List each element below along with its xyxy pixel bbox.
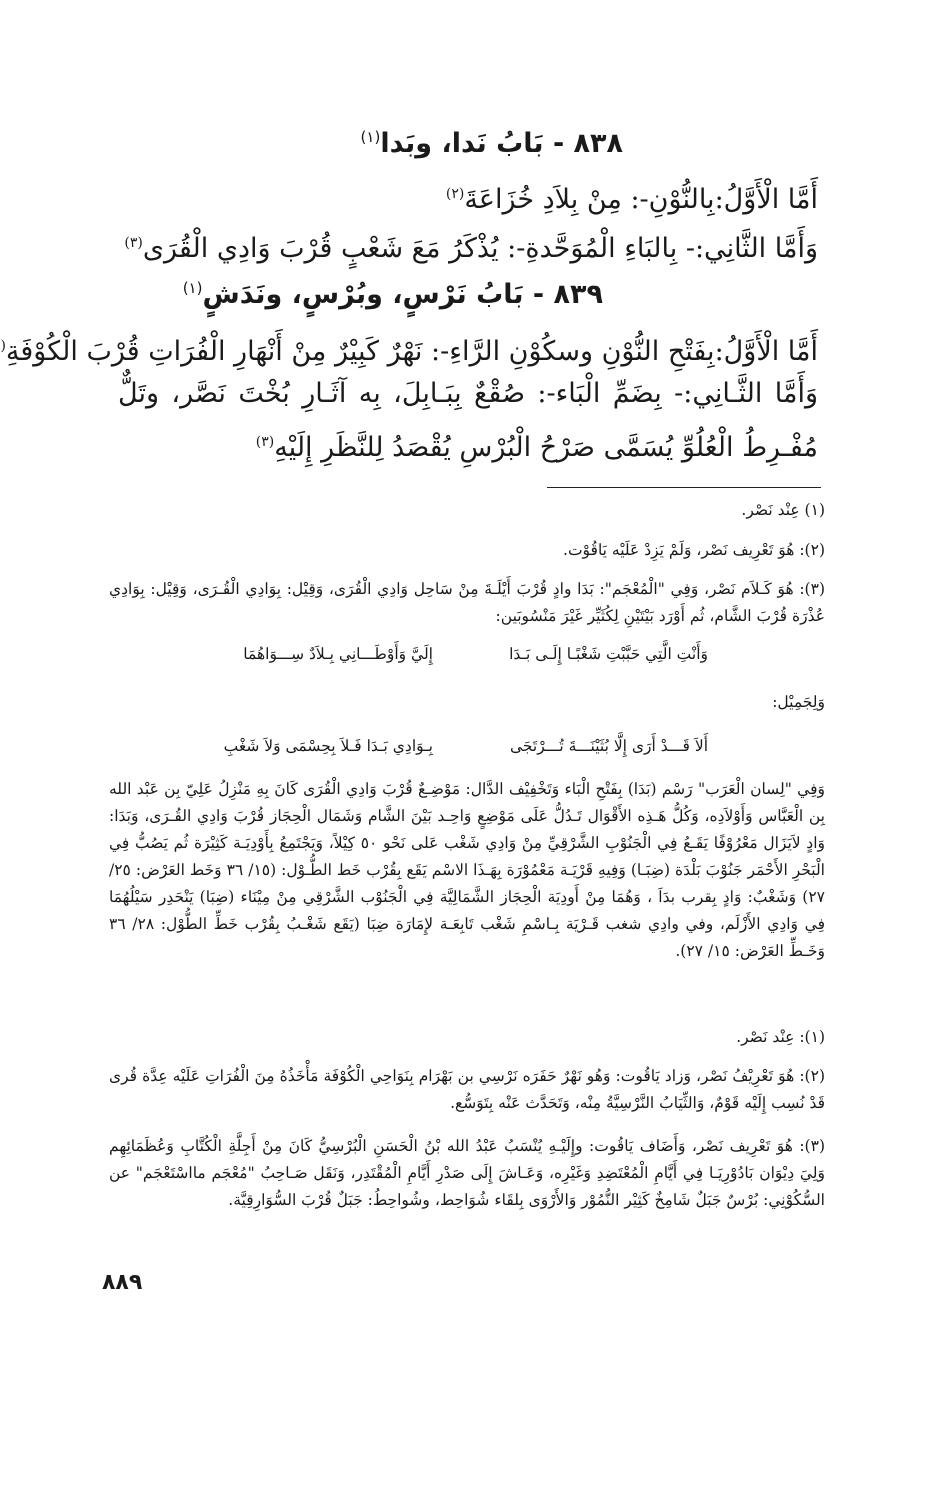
section-838-title-ref: (١) xyxy=(361,128,382,146)
section-839-title-ref: (١) xyxy=(183,279,204,297)
section-839-line-2-text: وَأَمَّا الثَّـانِي:- بِضَمِّ الْبَاء-: صُقْعٌ بِبَـابِلَ، بِه آثَـارِ بُخْتَ نَصَّر، وتَلٌّ مُفْـرِطُ الْعُلُوِّ يُسَمَّى صَرْحُ الْبُرْسِ يُقْصَدُ لِلنَّظَرِ إِلَيْهِ xyxy=(119,378,819,463)
section-839-line-1-ref: ( xyxy=(1,338,7,354)
footnote-839-1: (١): عِنْد نَصْر. xyxy=(737,1028,826,1046)
footnote-838-3-intro: (٣): هُوَ كَـلاَم نَصْر، وَفِي "الْمُعْجَم": بَدَا وادٍ قُرْبَ أَيْلَـةَ مِنْ سَاحِل وَادِي الْقُرَى، وَقِيْل: بِوَادِي الْقُـرَى، وَقِيْل: بِوَادِي عُذْرَة قُرْبَ الشَّام، ثُم أَوْرَد بَيْتَيْنِ لِكُثَيِّر غَيْرَ مَنْسُوبَين: xyxy=(110,580,826,625)
section-838-line-1-ref: (٢) xyxy=(446,186,466,202)
verse-2-first-hemistich: أَلاَ قَـــدْ أَرَى إِلَّا بُثَيْنَـــةَ تُـــرْتَجَى xyxy=(510,737,709,755)
section-838-line-1 xyxy=(119,170,819,224)
footnote-839-3: (٣): هُوَ تَعْرِيف نَصْر، وَأَضَاف يَاقُوت: وإِلَيْـهِ يُنْسَبُ عَبْدُ الله بْنُ الْحَسَنِ الْبُرْسِيُّ كَانَ مِنْ أَجِلَّةِ الْكُتَّابِ وَعُظَمَائِهِم وَلِيَ دِيْوَان بَادُوْرِيَـا فِي أَيَّامِ الْمُعْتَضِدِ وَغَيْرِه، وَعَـاشَ إِلَى صَدْرِ أَيَّامِ الْمُقْتَدِر، وَنَقَل صَـاحِبُ "مُعْجَم مااسْتَعْجَم" عن السُّكُوْنِي: بُرْسٌ جَبَلٌ شَامِخٌ كَثِيْر النُّمُوْر وَالأَرْوَى بِلقَاء شُوَاحِط، وشُواحِطُ: جَبَلٌ قُرْبَ السُّوَارِقِيَّة. xyxy=(110,1137,826,1209)
footnote-839-2: (٢): هُوَ تَعْرِيْفُ نَصْر، وَزاد يَاقُوت: وَهُو نَهْرٌ حَفَرَه نَرْسِي بن بَهْرَام بِنَوَاحِي الْكُوْفَة مَأْخَذُهُ مِنَ الْفُرَاتِ عَلَيْه عِدَّة قُرى قَدْ نُسِب إِلَيْه قَوْمٌ، وَالثِّيَابُ النَّرْسِيَّةُ مِنْه، وَتَحَدَّث عَنْه بِتَوَسُّع. xyxy=(110,1067,826,1112)
footnote-838-3-body: وَفِي "لِسان الْعَرَب" رَسْم (بَدَا) بِفَتْحِ الْبَاء وَتَخْفِيْف الدَّال: مَوْضِـعٌ قُرْبَ وَادِي الْقُرَى كَانَ بِهِ مَنْزِلُ عَلِيّ بِن عَبْد الله بِن الْعَبَّاس وَأَوْلاَدِه، وَكُلُّ هَـذِه الأَقْوَال تَـدُلُّ عَلَى مَوْضِعٍ وَاحِـد بَيْنَ الشَّام وَشَمَال الْحِجَاز قُرْبَ وَادِي القُـرَى، وَبَدَا: وَادٍ لاَيَزَال مَعْرُوْفًا يَقَـعُ فِي الْجَنُوْبِ الشَّرْقِيِّ مِنْ وَادِي شَغْب عَلى نَحْو ٥٠ كِيْلاً، وَيَجْتَمِعُ بِأَوْدِيَـة كَثِيْرَة ثُم يَصُبُّ فِي الْبَحْرِ الأَحْمَر جَنُوْبَ بَلْدَة (ضِبَـا) وَفِيهِ قَرْيَـة مَعْمُوْرَة بِهَـذَا الاسْم يَقَع بِقُرْب خَط الطُّـوْل: (١٥/ ٣٦ وَخَط العَرْض: ٢٥/ ٢٧) وَشَغْبٌ: وَادٍ بِقرب بدَاَ ، وَهُمَا مِنْ أَودِيَة الْحِجَاز الشَّمَالِيَّة فِي الْجَنُوْب الشَّرْقِي مِنْ مِيْنَاء (ضِبَا) يَنْحَدِر سَيْلُهُمَا فِي وَادِي الأَزْلَم، وفي وادِي شغب قَـرْيَة بِـاسْمِ شَغْب تَابِعَـة لإِمَارَة ضِبَا (يَقَع شَغْـبُ بِقُرْب خَطِّ الطُّوْل: ٢٨/ ٣٦ وَخَـطِّ العَرْض: ١٥/ ٢٧). xyxy=(110,780,827,960)
section-838-line-2 xyxy=(119,219,819,273)
section-838-line-2-ref: (٣) xyxy=(125,235,144,251)
section-838-title-text: ٨٣٨ - بَابُ نَدا، وبَدا xyxy=(381,128,624,159)
section-839-title-text: ٨٣٩ - بَابُ نَرْسٍ، وبُرْسٍ، ونَدَشٍ xyxy=(203,279,604,310)
verse-1-second-hemistich: إِلَيَّ وَأَوْطَـــانِي بِـلاَدٌ سِـــوَاهُمَا xyxy=(244,645,434,663)
section-838-title xyxy=(362,128,624,159)
section-838-line-1-text: أَمَّا الْأَوَّلُ:بِالنُّوْنِ-: مِنْ بِلاَدِ خُزَاعَةَ xyxy=(465,184,819,215)
section-839-line-2 xyxy=(119,370,819,472)
section-839-line-1 xyxy=(1,322,819,376)
footnote-divider xyxy=(548,487,822,488)
footnote-838-1: (١) عِنْد نَصْر. xyxy=(742,501,826,519)
section-839-line-1-text: أَمَّا الْأَوَّلُ:بِفَتْحِ النُّوْنِ وسكُوْنِ الرَّاءِ-: نَهْرٌ كَبِيْرٌ مِنْ أَنْهَارِ الْفُرَاتِ قُرْبَ الْكُوْفَةِ xyxy=(6,336,819,367)
footnote-838-2: (٢): هُوَ تَعْرِيف نَصْر، وَلَمْ يَزِدْ عَلَيْه يَاقُوْت. xyxy=(564,541,826,559)
page-number: ٨٨٩ xyxy=(103,1270,144,1295)
jamil-label: وَلِجَمِيْل: xyxy=(773,693,826,711)
section-838-line-2-text: وَأَمَّا الثَّانِي:- بِالبَاءِ الْمُوَحَّدةِ-: يُذْكَرُ مَعَ شَعْبٍ قُرْبَ وَادِي الْقُرَى xyxy=(143,233,819,264)
section-839-title xyxy=(184,279,604,310)
verse-2-second-hemistich: بِـوَادِي بَـدَا فَـلاَ بِحِسْمَى وَلاَ شَغْبِ xyxy=(224,737,434,755)
verse-1-first-hemistich: وَأَنْتِ الَّتِي حَبَّبْتِ شَغْبًـا إِلَـى بَـدَا xyxy=(510,645,709,663)
section-839-line-2-ref: (٣) xyxy=(256,434,276,450)
